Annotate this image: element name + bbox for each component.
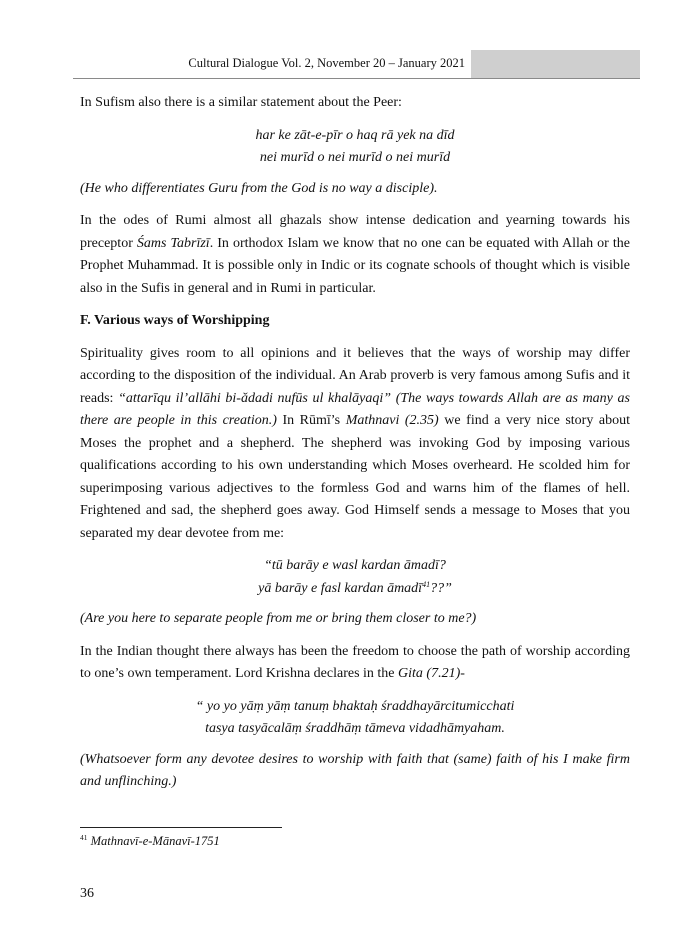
verse-line: “tū barāy e wasl kardan āmadī? — [264, 558, 446, 573]
footnote-divider — [80, 827, 282, 828]
footnote-number: 41 — [80, 833, 88, 842]
text-run: . In orthodox Islam we know that no one can be equated with Allah or the Prophet Muhammad. It is possible only in Indic or its cognate schools of thought which is visible also in the Sufis in general and in Rumi in particular. — [80, 235, 630, 296]
paragraph-sufism-intro: In Sufism also there is a similar statement about the Peer: — [80, 95, 402, 110]
verse-sanskrit — [80, 696, 630, 741]
running-header — [73, 50, 640, 79]
verse-line: nei murīd o nei murīd o nei murīd — [259, 150, 451, 165]
arab-proverb: “attarīqu il’allāhi bi-ădadi nufūs ul khalāyaqi” (The ways towards Allah are as many as there are people in this creation.) — [80, 390, 630, 428]
text-run: In the odes of Rumi almost all ghazals show intense dedication and yearning towards his preceptor — [80, 213, 630, 251]
verse-persian-2 — [80, 555, 630, 600]
work-citation: Mathnavi (2.35) — [345, 413, 439, 428]
text-run: - — [460, 666, 465, 681]
verse-line: tasya tasyācalāṃ śraddhāṃ tāmeva vidadhāmyaham. — [205, 721, 505, 736]
text-run: Spirituality gives room to all opinions and it believes that the ways of worship may differ according to the disposition of the individual. An Arab proverb is very famous among Sufis and it reads: — [80, 345, 630, 406]
text-run: In Rūmī’s — [276, 413, 346, 428]
verse-persian-1 — [80, 125, 630, 170]
text-run: ??” — [430, 580, 452, 596]
verse-translation: (Whatsoever form any devotee desires to worship with faith that (same) faith of his I make firm and unflinching.) — [80, 751, 630, 789]
footnote — [80, 832, 220, 850]
paragraph-rumi-odes — [80, 210, 630, 300]
footnote-text: Mathnavī-e-Mānavī-1751 — [90, 834, 220, 848]
header-shaded-box — [471, 50, 640, 78]
text-run: In the Indian thought there always has been the freedom to choose the path of worship according to one’s own temperament. Lord Krishna declares in the — [80, 643, 630, 681]
paragraph-worship-ways — [80, 343, 630, 546]
verse-line — [80, 578, 630, 601]
verse-translation: (Are you here to separate people from me or bring them closer to me?) — [80, 611, 477, 626]
section-heading: F. Various ways of Worshipping — [80, 313, 270, 328]
page-body — [80, 92, 630, 804]
footnote-reference[interactable]: 41 — [422, 579, 431, 589]
journal-title: Cultural Dialogue Vol. 2, November 20 – January 2021 — [188, 56, 465, 70]
paragraph-indian-thought — [80, 641, 630, 686]
work-citation: Gita (7.21) — [398, 666, 461, 681]
verse-translation: (He who differentiates Guru from the God is no way a disciple). — [80, 180, 438, 196]
text-run: we find a very nice story about Moses the prophet and a shepherd. The shepherd was invoking God by imposing various qualifications according to his own understanding which Moses overheard. He scolded him for superimposing various adjectives to the formless God and warns him of the flames of hell. Frightened and sad, the shepherd goes away. God Himself sends a message to Moses that you separated my dear devotee from me: — [80, 413, 631, 541]
verse-line: har ke zāt-e-pīr o haq rā yek na dīd — [255, 127, 455, 143]
page-number: 36 — [80, 886, 94, 901]
verse-line: “ yo yo yāṃ yāṃ tanuṃ bhaktaḥ śraddhayārcitumicchati — [195, 698, 515, 714]
text-run: yā barāy e fasl kardan āmadī — [258, 580, 423, 596]
preceptor-name: Śams Tabrīzī — [136, 235, 210, 251]
